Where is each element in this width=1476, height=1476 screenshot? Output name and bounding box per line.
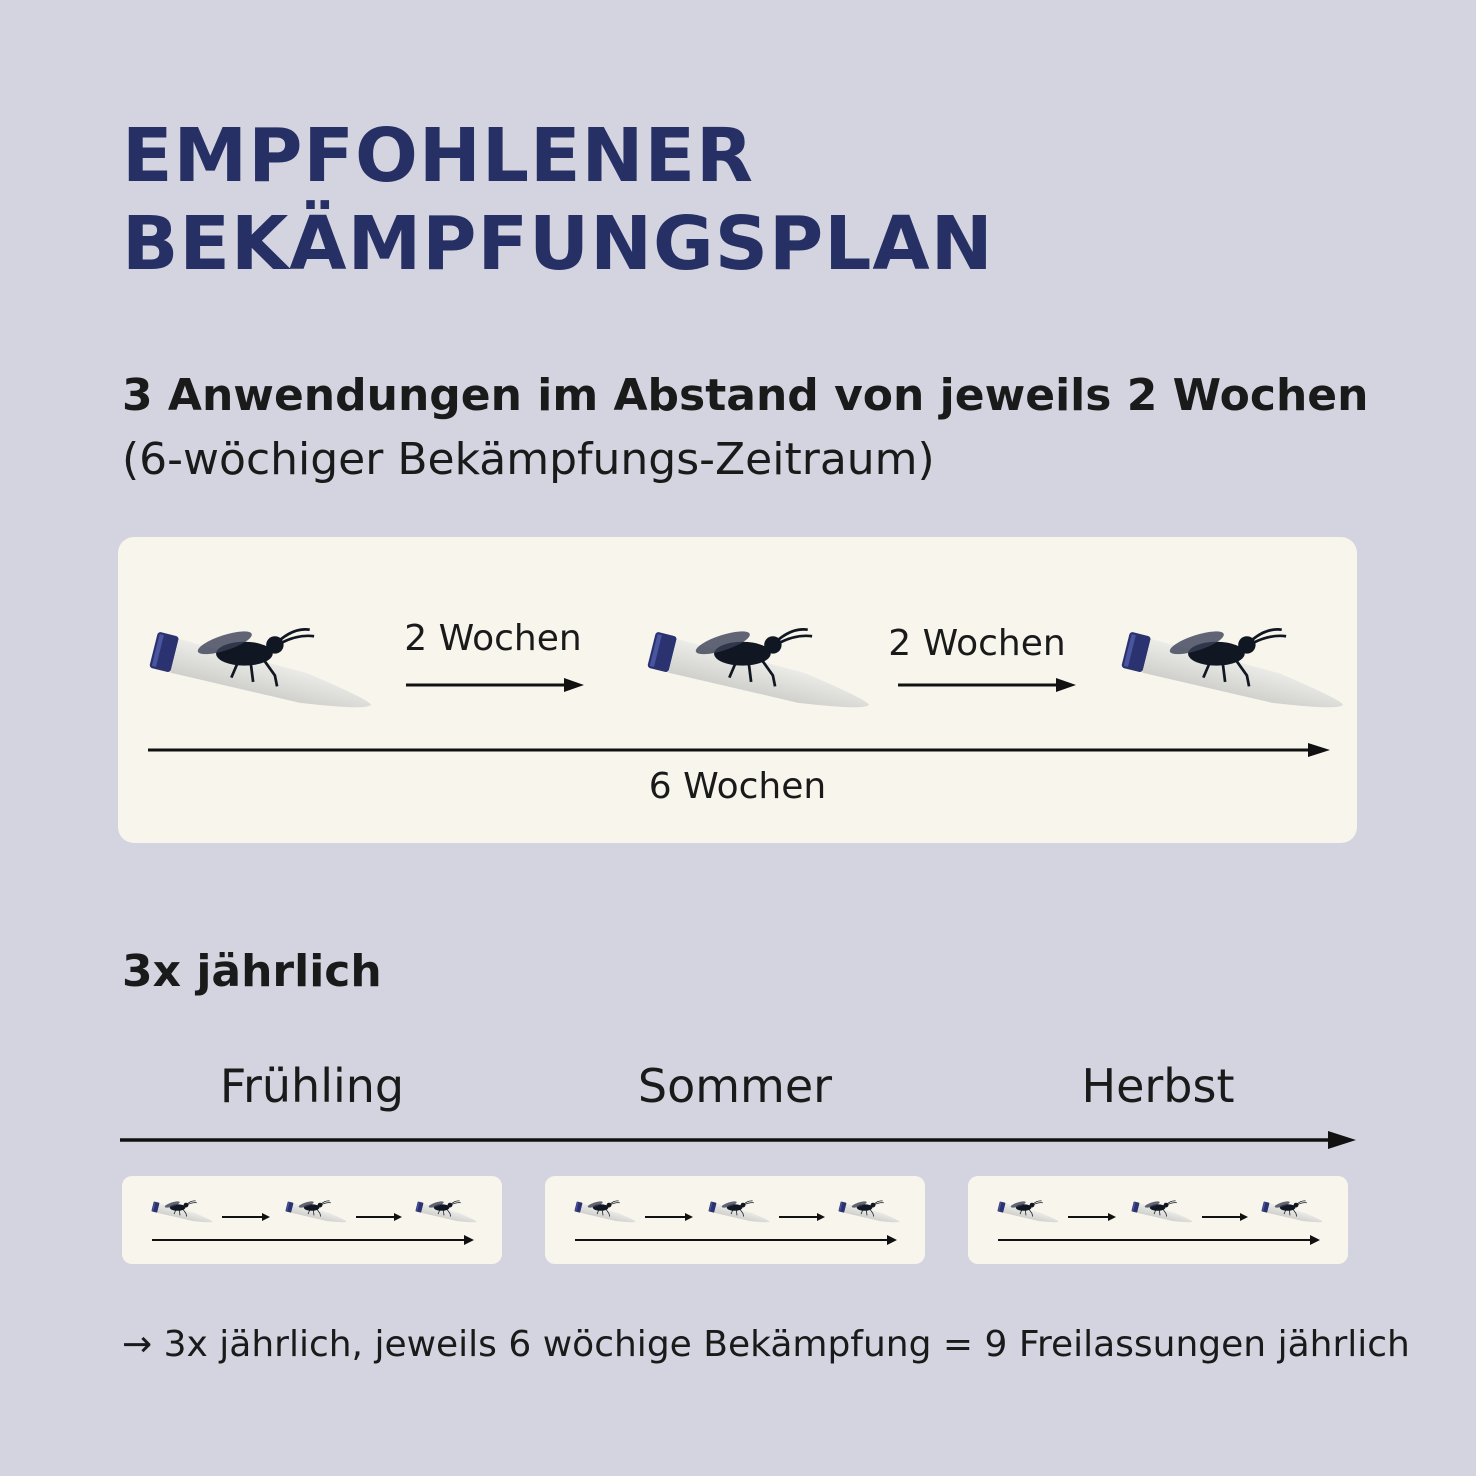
schedule-subheading <box>122 364 1368 492</box>
total-duration-label: 6 Wochen <box>648 766 827 807</box>
year-timeline-arrow <box>120 1126 1356 1154</box>
subheading-note: (6-wöchiger Bekämpfungs-Zeitraum) <box>122 434 935 485</box>
yearly-heading: 3x jährlich <box>122 946 382 997</box>
season-schedule-summer <box>545 1176 925 1264</box>
season-schedule-spring <box>122 1176 502 1264</box>
season-label-spring: Frühling <box>219 1059 405 1113</box>
page-title <box>122 112 994 288</box>
title-line-2: BEKÄMPFUNGSPLAN <box>122 201 994 287</box>
mini-schedule-diagram <box>545 1176 925 1264</box>
vial-icon <box>642 621 882 719</box>
mini-schedule-diagram <box>122 1176 502 1264</box>
vial-icon <box>144 621 384 719</box>
season-label-autumn: Herbst <box>1081 1059 1235 1113</box>
arrow-right-icon <box>898 675 1076 695</box>
season-schedule-autumn <box>968 1176 1348 1264</box>
mini-schedule-diagram <box>968 1176 1348 1264</box>
subheading-main: 3 Anwendungen im Abstand von jeweils 2 Wochen <box>122 370 1369 421</box>
season-label-summer: Sommer <box>637 1059 833 1113</box>
arrow-right-icon <box>406 675 584 695</box>
title-line-1: EMPFOHLENER <box>122 113 754 199</box>
schedule-panel <box>118 537 1357 843</box>
interval-label-1: 2 Wochen <box>404 618 582 659</box>
vial-icon <box>1116 621 1356 719</box>
summary-footer: → 3x jährlich, jeweils 6 wöchige Bekämpfung = 9 Freilassungen jährlich <box>122 1324 1410 1365</box>
interval-label-2: 2 Wochen <box>888 623 1066 664</box>
total-duration-arrow <box>148 740 1330 760</box>
